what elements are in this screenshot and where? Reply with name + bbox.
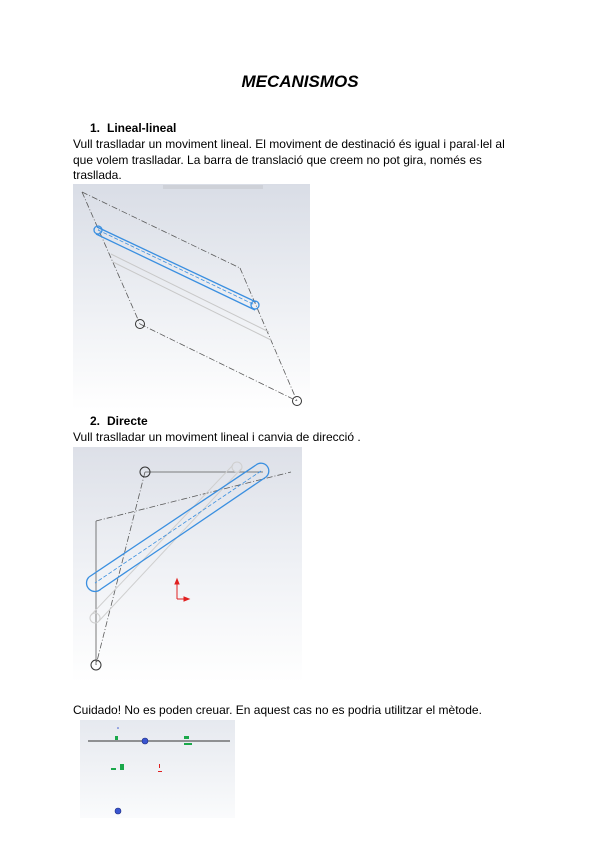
warning-note: Cuidado! No es poden creuar. En aquest cas no es podria utilitzar el mètode. xyxy=(73,703,482,717)
section-paragraph: Vull traslladar un moviment lineal. El moviment de destinació és igual i paral·lel al que volem traslladar. La barra de translació que creem no pot gira, només es traslladа. xyxy=(73,137,505,182)
cad-sketch-icon xyxy=(80,720,235,818)
figure-directe xyxy=(73,447,302,683)
viewport-background xyxy=(80,720,235,818)
cad-linkage-diagram-icon xyxy=(73,184,310,410)
figure-lineal-lineal xyxy=(73,184,310,410)
viewport-background xyxy=(73,184,310,410)
section-paragraph: Vull traslladar un moviment lineal i canvia de direcció . xyxy=(73,430,361,444)
section-number: 1. xyxy=(90,121,101,135)
section-title: Lineal-lineal xyxy=(107,121,177,135)
page-title: MECANISMOS xyxy=(241,72,359,91)
point-marker xyxy=(117,727,119,729)
section-heading-lineal-lineal xyxy=(90,121,176,135)
viewport-toolbar xyxy=(163,185,263,189)
section-title: Directe xyxy=(107,414,148,428)
cad-linkage-diagram-icon xyxy=(73,447,302,683)
section-heading-directe xyxy=(90,414,148,428)
section-number: 2. xyxy=(90,414,101,428)
pivot-point xyxy=(115,808,121,814)
pivot-point xyxy=(142,738,148,744)
figure-crossing xyxy=(80,720,235,818)
